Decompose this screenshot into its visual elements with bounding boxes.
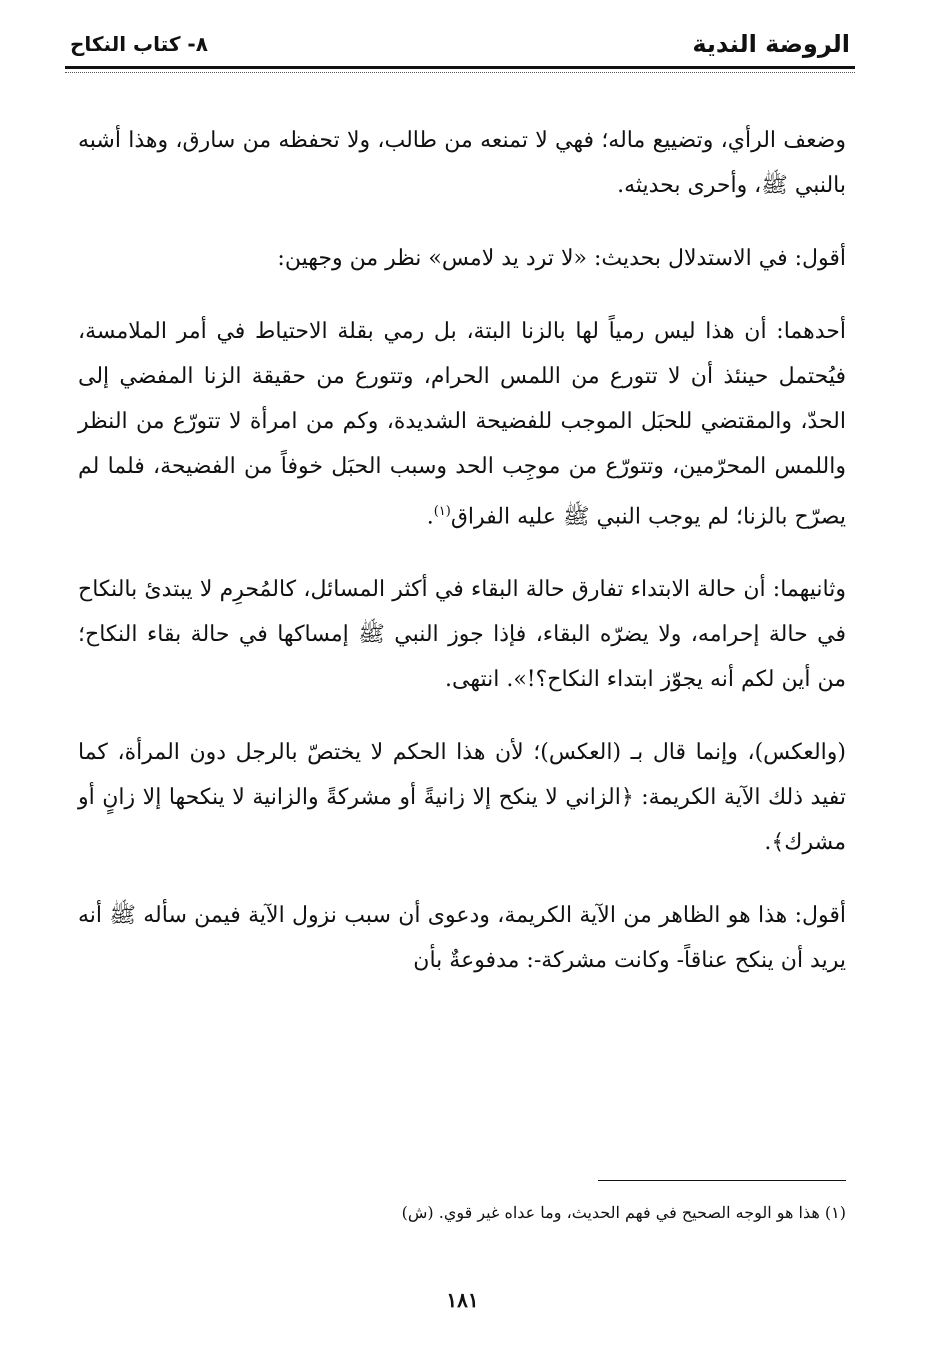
footnote: (١) هذا هو الوجه الصحيح في فهم الحديث، وما عداه غير قوي. (ش) bbox=[401, 1203, 846, 1222]
page-number: ١٨١ bbox=[446, 1288, 479, 1312]
header-rule bbox=[65, 66, 855, 69]
chapter-title: ٨- كتاب النكاح bbox=[70, 32, 208, 56]
body-text bbox=[78, 118, 846, 1011]
paragraph-1: وضعف الرأي، وتضييع ماله؛ فهي لا تمنعه من طالب، ولا تحفظه من سارق، وهذا أشبه بالنبي ﷺ، وأحرى بحديثه. bbox=[78, 128, 846, 198]
footnote-rule bbox=[598, 1180, 846, 1181]
paragraph-4: وثانيهما: أن حالة الابتداء تفارق حالة البقاء في أكثر المسائل، كالمُحرِم لا يبتدئ بالنكاح في حالة إحرامه، ولا يضرّه البقاء، فإذا جوز النبي ﷺ إمساكها في حالة بقاء النكاح؛ من أين لكم أنه يجوّز ابتداء النكاح؟!». انتهى. bbox=[78, 577, 846, 693]
paragraph-2: أقول: في الاستدلال بحديث: «لا ترد يد لامس» نظر من وجهين: bbox=[277, 246, 846, 271]
footnote-marker: (١) bbox=[433, 504, 451, 519]
running-header bbox=[70, 30, 850, 70]
paragraph-6: أقول: هذا هو الظاهر من الآية الكريمة، ودعوى أن سبب نزول الآية فيمن سأله ﷺ أنه يريد أن ينكح عناقاً- وكانت مشركة-: مدفوعةٌ بأن bbox=[78, 903, 846, 974]
paragraph-5: (والعكس)، وإنما قال بـ (العكس)؛ لأن هذا الحكم لا يختصّ بالرجل دون المرأة، كما تفيد ذلك الآية الكريمة: ﴿الزاني لا ينكح إلا زانيةً أو مشركةً والزانية لا ينكحها إلا زانٍ أو مشرك﴾. bbox=[78, 740, 846, 856]
header-rule-dotted bbox=[65, 72, 855, 73]
paragraph-3-end: . bbox=[426, 504, 434, 530]
paragraph-3 bbox=[78, 309, 846, 539]
book-title: الروضة الندية bbox=[692, 30, 850, 58]
paragraph-3-text: أحدهما: أن هذا ليس رمياً لها بالزنا البتة، بل رمي بقلة الاحتياط في أمر الملامسة، فيُحتمل حينئذ أن لا تتورع من اللمس الحرام، وتتورع من حقيقة الزنا المفضي إلى الحدّ، والمقتضي للحبَل الموجب للفضيحة الشديدة، وكم من امرأة لا تتورّع من النظر واللمس المحرّمين، وتتورّع من موجِب الحد وسبب الحبَل خوفاً من الفضيحة، فلما لم يصرّح بالزنا؛ لم يوجب النبي ﷺ عليه الفراق bbox=[78, 319, 846, 530]
